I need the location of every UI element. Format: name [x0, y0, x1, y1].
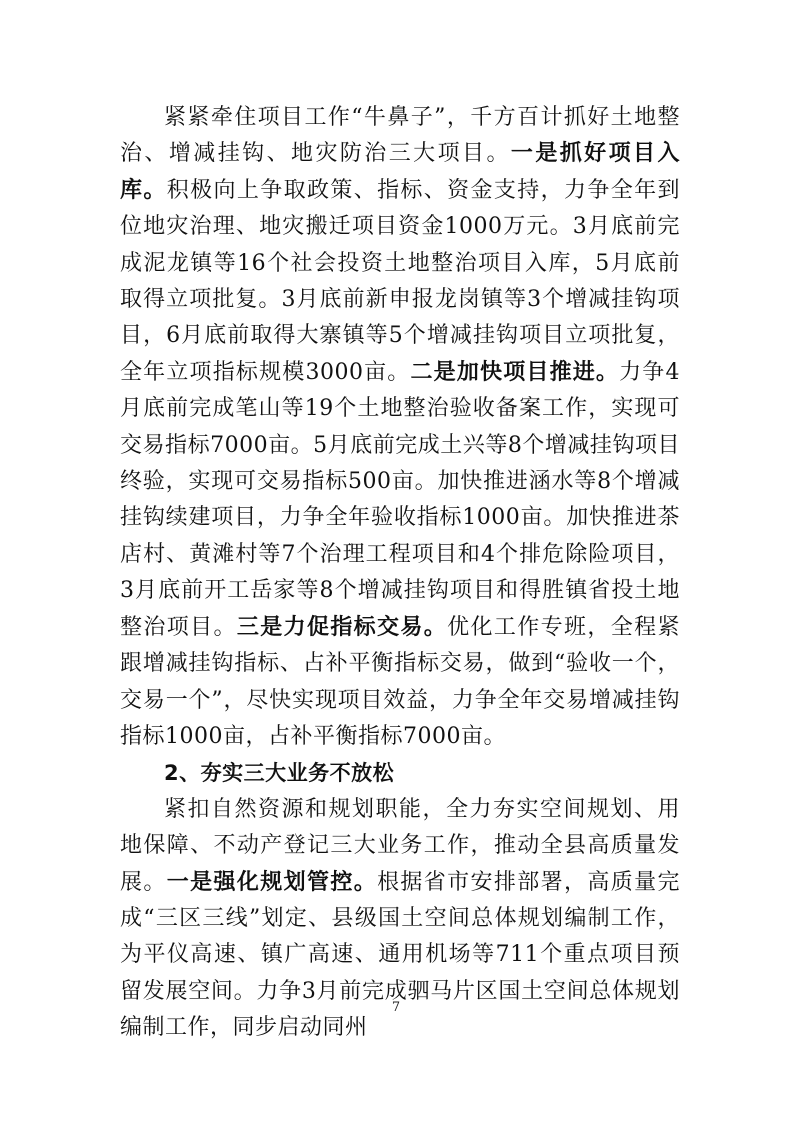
text-run: 紧扣自然资源和规划职能，全力夯实空间规划、用地保障、不动产登记三大业务工作，推动全县高质量发展。 [120, 796, 680, 895]
text-run: 根据省市安排部署，高质量完成“三区三线”划定、县级国土空间总体规划编制工作，为平仪高速、镇广高速、通用机场等711个重点项目预留发展空间。力争3月前完成驷马片区国土空间总体规划编制工作，同步启动同州 [120, 869, 680, 1041]
text-run: 力争4月底前完成笔山等19个土地整治验收备案工作，实现可交易指标7000亩。5月底前完成土兴等8个增减挂钩项目终验，实现可交易指标500亩。加快推进涵水等8个增减挂钩续建项目，力争全年验收指标1000亩。加快推进茶店村、黄滩村等7个治理工程项目和4个排危除险项目，3月底前开工岳家等8个增减挂钩项目和得胜镇省投土地整治项目。 [120, 359, 680, 640]
text-run: 优化工作专班，全程紧跟增减挂钩指标、占补平衡指标交易，做到“验收一个，交易一个”，尽快实现项目效益，力争全年交易增减挂钩指标1000亩，占补平衡指标7000亩。 [120, 614, 680, 749]
emphasis-run: 二是加快项目推进。 [410, 359, 620, 385]
text-run: 积极向上争取政策、指标、资金支持，力争全年到位地灾治理、地灾搬迁项目资金1000万元。3月底前完成泥龙镇等16个社会投资土地整治项目入库，5月底前取得立项批复。3月底前新申报龙岗镇等3个增减挂钩项目，6月底前取得大寨镇等5个增减挂钩项目立项批复，全年立项指标规模3000亩。 [120, 177, 680, 385]
emphasis-run: 三是力促指标交易。 [236, 614, 448, 640]
page-number: 7 [391, 1000, 401, 1015]
emphasis-run: 一是抓好项目入库。 [120, 141, 680, 203]
text-run: 紧紧牵住项目工作“牛鼻子”，千方百计抓好土地整治、增减挂钩、地灾防治三大项目。 [120, 105, 680, 167]
section-heading: 2、夯实三大业务不放松 [164, 761, 395, 786]
paragraph-projects [120, 100, 680, 755]
document-body [120, 100, 680, 1047]
emphasis-run: 一是强化规划管控。 [166, 869, 378, 895]
